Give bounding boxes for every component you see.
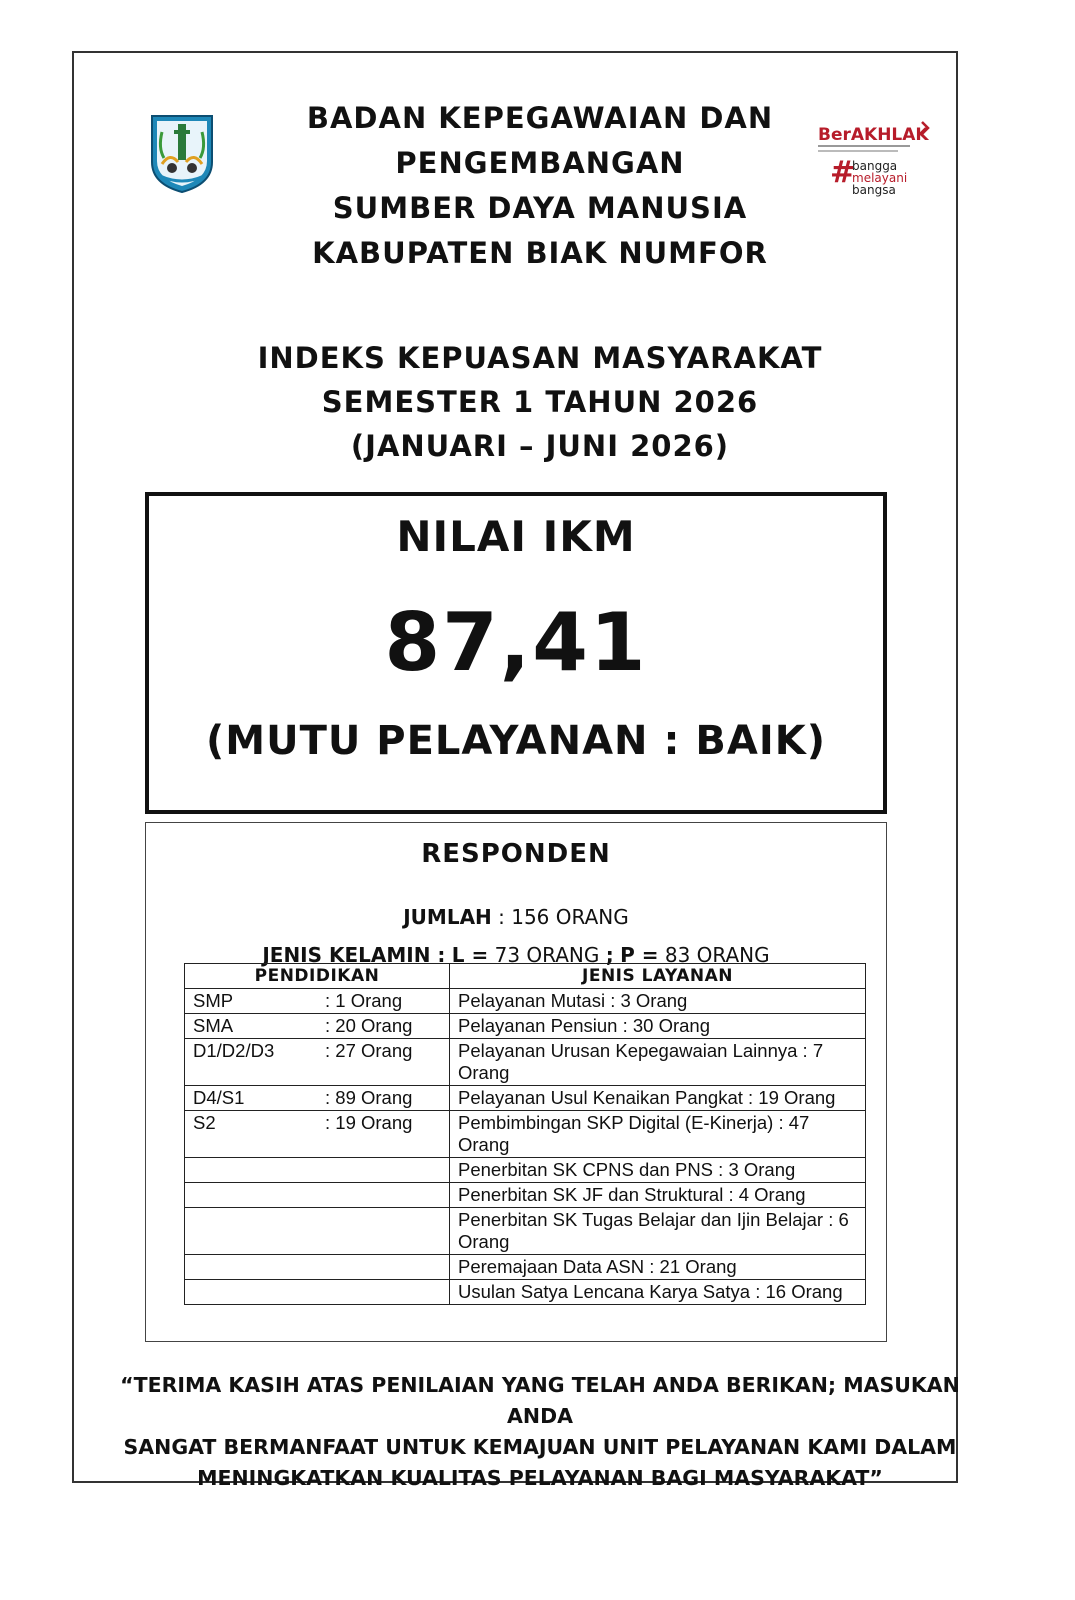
education-level: SMA — [193, 1015, 234, 1036]
respondents-total — [146, 905, 886, 929]
empty-cell — [185, 1183, 450, 1208]
education-count: : 19 Orang — [325, 1112, 413, 1133]
thank-you-line: “TERIMA KASIH ATAS PENILAIAN YANG TELAH ANDA BERIKAN; MASUKAN ANDA — [120, 1373, 960, 1428]
table-row — [185, 1014, 866, 1039]
ikm-label: NILAI IKM — [396, 512, 636, 561]
service-item: Penerbitan SK Tugas Belajar dan Ijin Belajar : 6 Orang — [450, 1208, 866, 1255]
table-row — [185, 1039, 866, 1086]
female-value: 83 ORANG — [664, 943, 770, 967]
svg-text:melayani: melayani — [852, 171, 908, 185]
thank-you-message — [110, 1370, 970, 1494]
column-header-education: PENDIDIKAN — [185, 964, 450, 989]
table-row — [185, 1111, 866, 1158]
service-item: Pelayanan Pensiun : 30 Orang — [450, 1014, 866, 1039]
table-row — [185, 1255, 866, 1280]
thank-you-line: SANGAT BERMANFAAT UNTUK KEMAJUAN UNIT PELAYANAN KAMI DALAM — [123, 1435, 957, 1459]
service-item: Penerbitan SK JF dan Struktural : 4 Orang — [450, 1183, 866, 1208]
service-item: Usulan Satya Lencana Karya Satya : 16 Orang — [450, 1280, 866, 1305]
gender-separator: ; — [605, 943, 614, 967]
female-label: P = — [620, 943, 659, 967]
thank-you-line: MENINGKATKAN KUALITAS PELAYANAN BAGI MASYARAKAT” — [197, 1466, 883, 1490]
agency-title-line: BADAN KEPEGAWAIAN DAN — [306, 101, 774, 135]
table-row — [185, 989, 866, 1014]
service-item: Pembimbingan SKP Digital (E-Kinerja) : 47 Orang — [450, 1111, 866, 1158]
education-level: SMP — [193, 990, 234, 1011]
column-header-service: JENIS LAYANAN — [450, 964, 866, 989]
service-item: Pelayanan Mutasi : 3 Orang — [450, 989, 866, 1014]
table-row — [185, 1086, 866, 1111]
berakhlak-logo — [818, 118, 938, 200]
education-count: : 20 Orang — [325, 1015, 413, 1036]
total-value: : 156 ORANG — [498, 905, 629, 929]
empty-cell — [185, 1208, 450, 1255]
male-value: 73 ORANG — [494, 943, 600, 967]
svg-text:bangga: bangga — [852, 159, 898, 173]
svg-text:bangsa: bangsa — [852, 183, 896, 197]
svg-text:BerAKHLAK: BerAKHLAK — [818, 125, 929, 145]
table-row — [185, 1183, 866, 1208]
agency-title-line: PENGEMBANGAN — [395, 146, 685, 180]
gender-label: JENIS KELAMIN : — [262, 943, 446, 967]
report-title-line: INDEKS KEPUASAN MASYARAKAT — [257, 341, 823, 375]
service-item: Peremajaan Data ASN : 21 Orang — [450, 1255, 866, 1280]
empty-cell — [185, 1255, 450, 1280]
agency-title-line: KABUPATEN BIAK NUMFOR — [312, 236, 768, 270]
table-row — [185, 1208, 866, 1255]
ikm-value: 87,41 — [384, 596, 648, 689]
education-count: : 27 Orang — [325, 1040, 413, 1061]
respondents-table — [184, 963, 866, 1305]
agency-title — [250, 96, 830, 276]
education-count: : 89 Orang — [325, 1087, 413, 1108]
empty-cell — [185, 1280, 450, 1305]
service-item: Pelayanan Urusan Kepegawaian Lainnya : 7 Orang — [450, 1039, 866, 1086]
svg-text:#: # — [830, 155, 856, 190]
report-title-line: (JANUARI – JUNI 2026) — [350, 429, 730, 463]
service-item: Penerbitan SK CPNS dan PNS : 3 Orang — [450, 1158, 866, 1183]
respondents-title: RESPONDEN — [421, 839, 611, 869]
empty-cell — [185, 1158, 450, 1183]
education-level: D4/S1 — [193, 1087, 245, 1108]
respondents-section — [145, 822, 887, 1342]
report-title-line: SEMESTER 1 TAHUN 2026 — [321, 385, 759, 419]
regional-emblem-icon — [148, 112, 216, 194]
service-item: Pelayanan Usul Kenaikan Pangkat : 19 Orang — [450, 1086, 866, 1111]
table-row — [185, 1280, 866, 1305]
table-row — [185, 1158, 866, 1183]
agency-title-line: SUMBER DAYA MANUSIA — [332, 191, 748, 225]
education-level: S2 — [193, 1112, 216, 1133]
ikm-quality: (MUTU PELAYANAN : BAIK) — [206, 718, 826, 764]
total-label: JUMLAH — [403, 905, 492, 929]
report-title — [200, 336, 880, 468]
male-label: L = — [451, 943, 489, 967]
education-level: D1/D2/D3 — [193, 1040, 275, 1061]
education-count: : 1 Orang — [325, 990, 403, 1011]
ikm-score-box — [145, 492, 887, 814]
